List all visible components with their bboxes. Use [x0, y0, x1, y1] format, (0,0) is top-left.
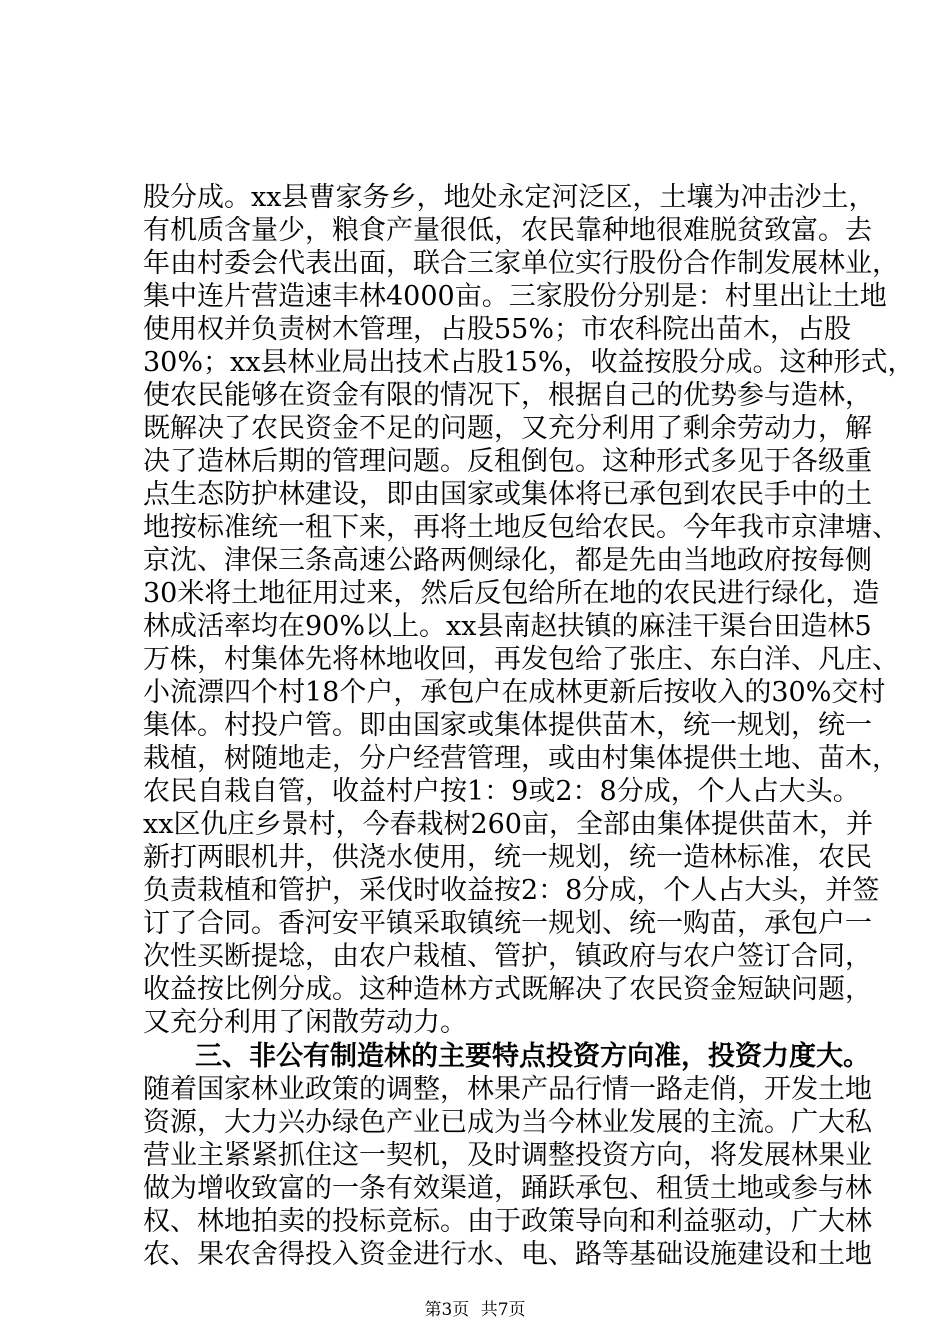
body-line: 决了造林后期的管理问题。反租倒包。这种形式多见于各级重: [143, 446, 872, 477]
body-line: 有机质含量少，粮食产量很低，农民靠种地很难脱贫致富。去: [143, 215, 872, 246]
body-line: 收益按比例分成。这种造林方式既解决了农民资金短缺问题，: [143, 974, 872, 1005]
page-number: 第3页: [424, 1300, 470, 1320]
body-line: 既解决了农民资金不足的问题，又充分利用了剩余劳动力，解: [143, 413, 872, 444]
body-line: 地按标准统一租下来，再将土地反包给农民。今年我市京津塘、: [143, 512, 899, 543]
body-line: 新打两眼机井，供浇水使用，统一规划，统一造林标准，农民: [143, 842, 872, 873]
body-line: 年由村委会代表出面，联合三家单位实行股份合作制发展林业，: [143, 248, 899, 279]
section-heading: 三、非公有制造林的主要特点投资方向准，投资力度大。: [195, 1041, 870, 1072]
body-line: 营业主紧紧抓住这一契机，及时调整投资方向，将发展林果业: [143, 1140, 872, 1171]
body-line: 权、林地拍卖的投标竞标。由于政策导向和利益驱动，广大林: [143, 1206, 872, 1237]
body-line: 栽植，树随地走，分户经营管理，或由村集体提供土地、苗木，: [143, 743, 899, 774]
body-line: 做为增收致富的一条有效渠道，踊跃承包、租赁土地或参与林: [143, 1173, 872, 1204]
body-line: 小流漂四个村18个户，承包户在成林更新后按收入的30%交村: [143, 677, 886, 708]
body-line: 随着国家林业政策的调整，林果产品行情一路走俏，开发土地: [143, 1074, 872, 1105]
body-line: 负责栽植和管护，采伐时收益按2：8分成，个人占大头，并签: [143, 875, 880, 906]
body-line: 集中连片营造速丰林4000亩。三家股份分别是：村里出让土地: [143, 281, 887, 312]
body-line: 次性买断提埝，由农户栽植、管护，镇政府与农户签订合同，: [143, 941, 872, 972]
body-line: 又充分利用了闲散劳动力。: [143, 1007, 467, 1038]
body-line: 京沈、津保三条高速公路两侧绿化，都是先由当地政府按每侧: [143, 545, 872, 576]
page-footer: [0, 1300, 950, 1320]
body-line: 30米将土地征用过来，然后反包给所在地的农民进行绿化，造: [143, 578, 880, 609]
body-line: xx区仇庄乡景村，今春栽树260亩，全部由集体提供苗木，并: [143, 809, 873, 840]
body-line: 股分成。xx县曹家务乡，地处永定河泛区，土壤为冲击沙土，: [143, 182, 876, 213]
body-line: 农、果农舍得投入资金进行水、电、路等基础设施建设和土地: [143, 1239, 872, 1270]
body-line: 万株，村集体先将林地收回，再发包给了张庄、东白洋、凡庄、: [143, 644, 899, 675]
body-line: 使用权并负责树木管理，占股55%；市农科院出苗木，占股: [143, 314, 852, 345]
body-line: 使农民能够在资金有限的情况下，根据自己的优势参与造林，: [143, 380, 872, 411]
body-line: 农民自栽自管，收益村户按1：9或2：8分成，个人占大头。: [143, 776, 860, 807]
page-total: 共7页: [480, 1300, 526, 1320]
body-line: 资源，大力兴办绿色产业已成为当今林业发展的主流。广大私: [143, 1107, 872, 1138]
body-line: 订了合同。香河安平镇采取镇统一规划、统一购苗，承包户一: [143, 908, 872, 939]
body-line: 集体。村投户管。即由国家或集体提供苗木，统一规划，统一: [143, 710, 872, 741]
body-line: 林成活率均在90%以上。xx县南赵扶镇的麻洼干渠台田造林5: [143, 611, 872, 642]
body-line: 30%；xx县林业局出技术占股15%，收益按股分成。这种形式，: [143, 347, 915, 378]
body-line: 点生态防护林建设，即由国家或集体将已承包到农民手中的土: [143, 479, 872, 510]
